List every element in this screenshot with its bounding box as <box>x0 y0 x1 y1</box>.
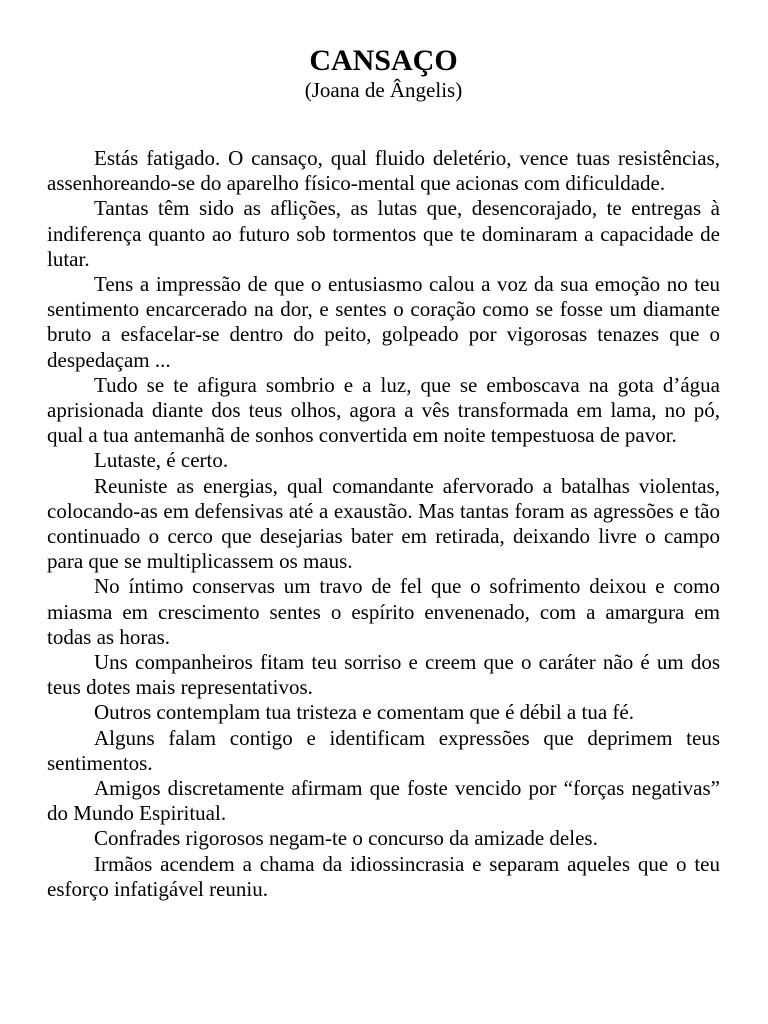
paragraph: Tens a impressão de que o entusiasmo calou a voz da sua emoção no teu sentimento encarcerado na dor, e sentes o coração como se fosse um diamante bruto a esfacelar-se dentro do peito, golpeado por vigorosas tenazes que o despedaçam ... <box>47 272 720 372</box>
paragraph: Alguns falam contigo e identificam expressões que deprimem teus sentimentos. <box>47 725 720 775</box>
document-body <box>47 146 720 902</box>
paragraph: Lutaste, é certo. <box>94 448 229 473</box>
paragraph: No íntimo conservas um travo de fel que o sofrimento deixou e como miasma em crescimento sentes o espírito envenenado, com a amargura em todas as horas. <box>47 574 720 649</box>
paragraph: Tudo se te afigura sombrio e a luz, que se emboscava na gota d’água aprisionada diante dos teus olhos, agora a vês transformada em lama, no pó, qual a tua antemanhã de sonhos convertida em noite tempestuosa de pavor. <box>47 372 720 448</box>
document-author: (Joana de Ângelis) <box>304 78 463 102</box>
paragraph: Irmãos acendem a chama da idiossincrasia e separam aqueles que o teu esforço infatigável reuniu. <box>47 851 720 901</box>
paragraph: Amigos discretamente afirmam que foste vencido por “forças negativas” do Mundo Espiritual. <box>47 776 720 826</box>
paragraph: Tantas têm sido as aflições, as lutas que, desencorajado, te entregas à indiferença quanto ao futuro sob tormentos que te dominaram a capacidade de lutar. <box>47 196 720 271</box>
paragraph: Outros contemplam tua tristeza e comentam que é débil a tua fé. <box>94 700 634 725</box>
paragraph: Confrades rigorosos negam-te o concurso da amizade deles. <box>94 826 598 851</box>
paragraph: Estás fatigado. O cansaço, qual fluido deletério, vence tuas resistências, assenhoreando-se do aparelho físico-mental que acionas com dificuldade. <box>47 146 720 196</box>
paragraph: Reuniste as energias, qual comandante afervorado a batalhas violentas, colocando-as em defensivas até a exaustão. Mas tantas foram as agressões e tão continuado o cerco que desejarias bater em retirada, deixando livre o campo para que se multiplicassem os maus. <box>47 473 720 574</box>
paragraph: Uns companheiros fitam teu sorriso e creem que o caráter não é um dos teus dotes mais representativos. <box>47 650 720 700</box>
document-title: CANSAÇO <box>309 44 458 77</box>
